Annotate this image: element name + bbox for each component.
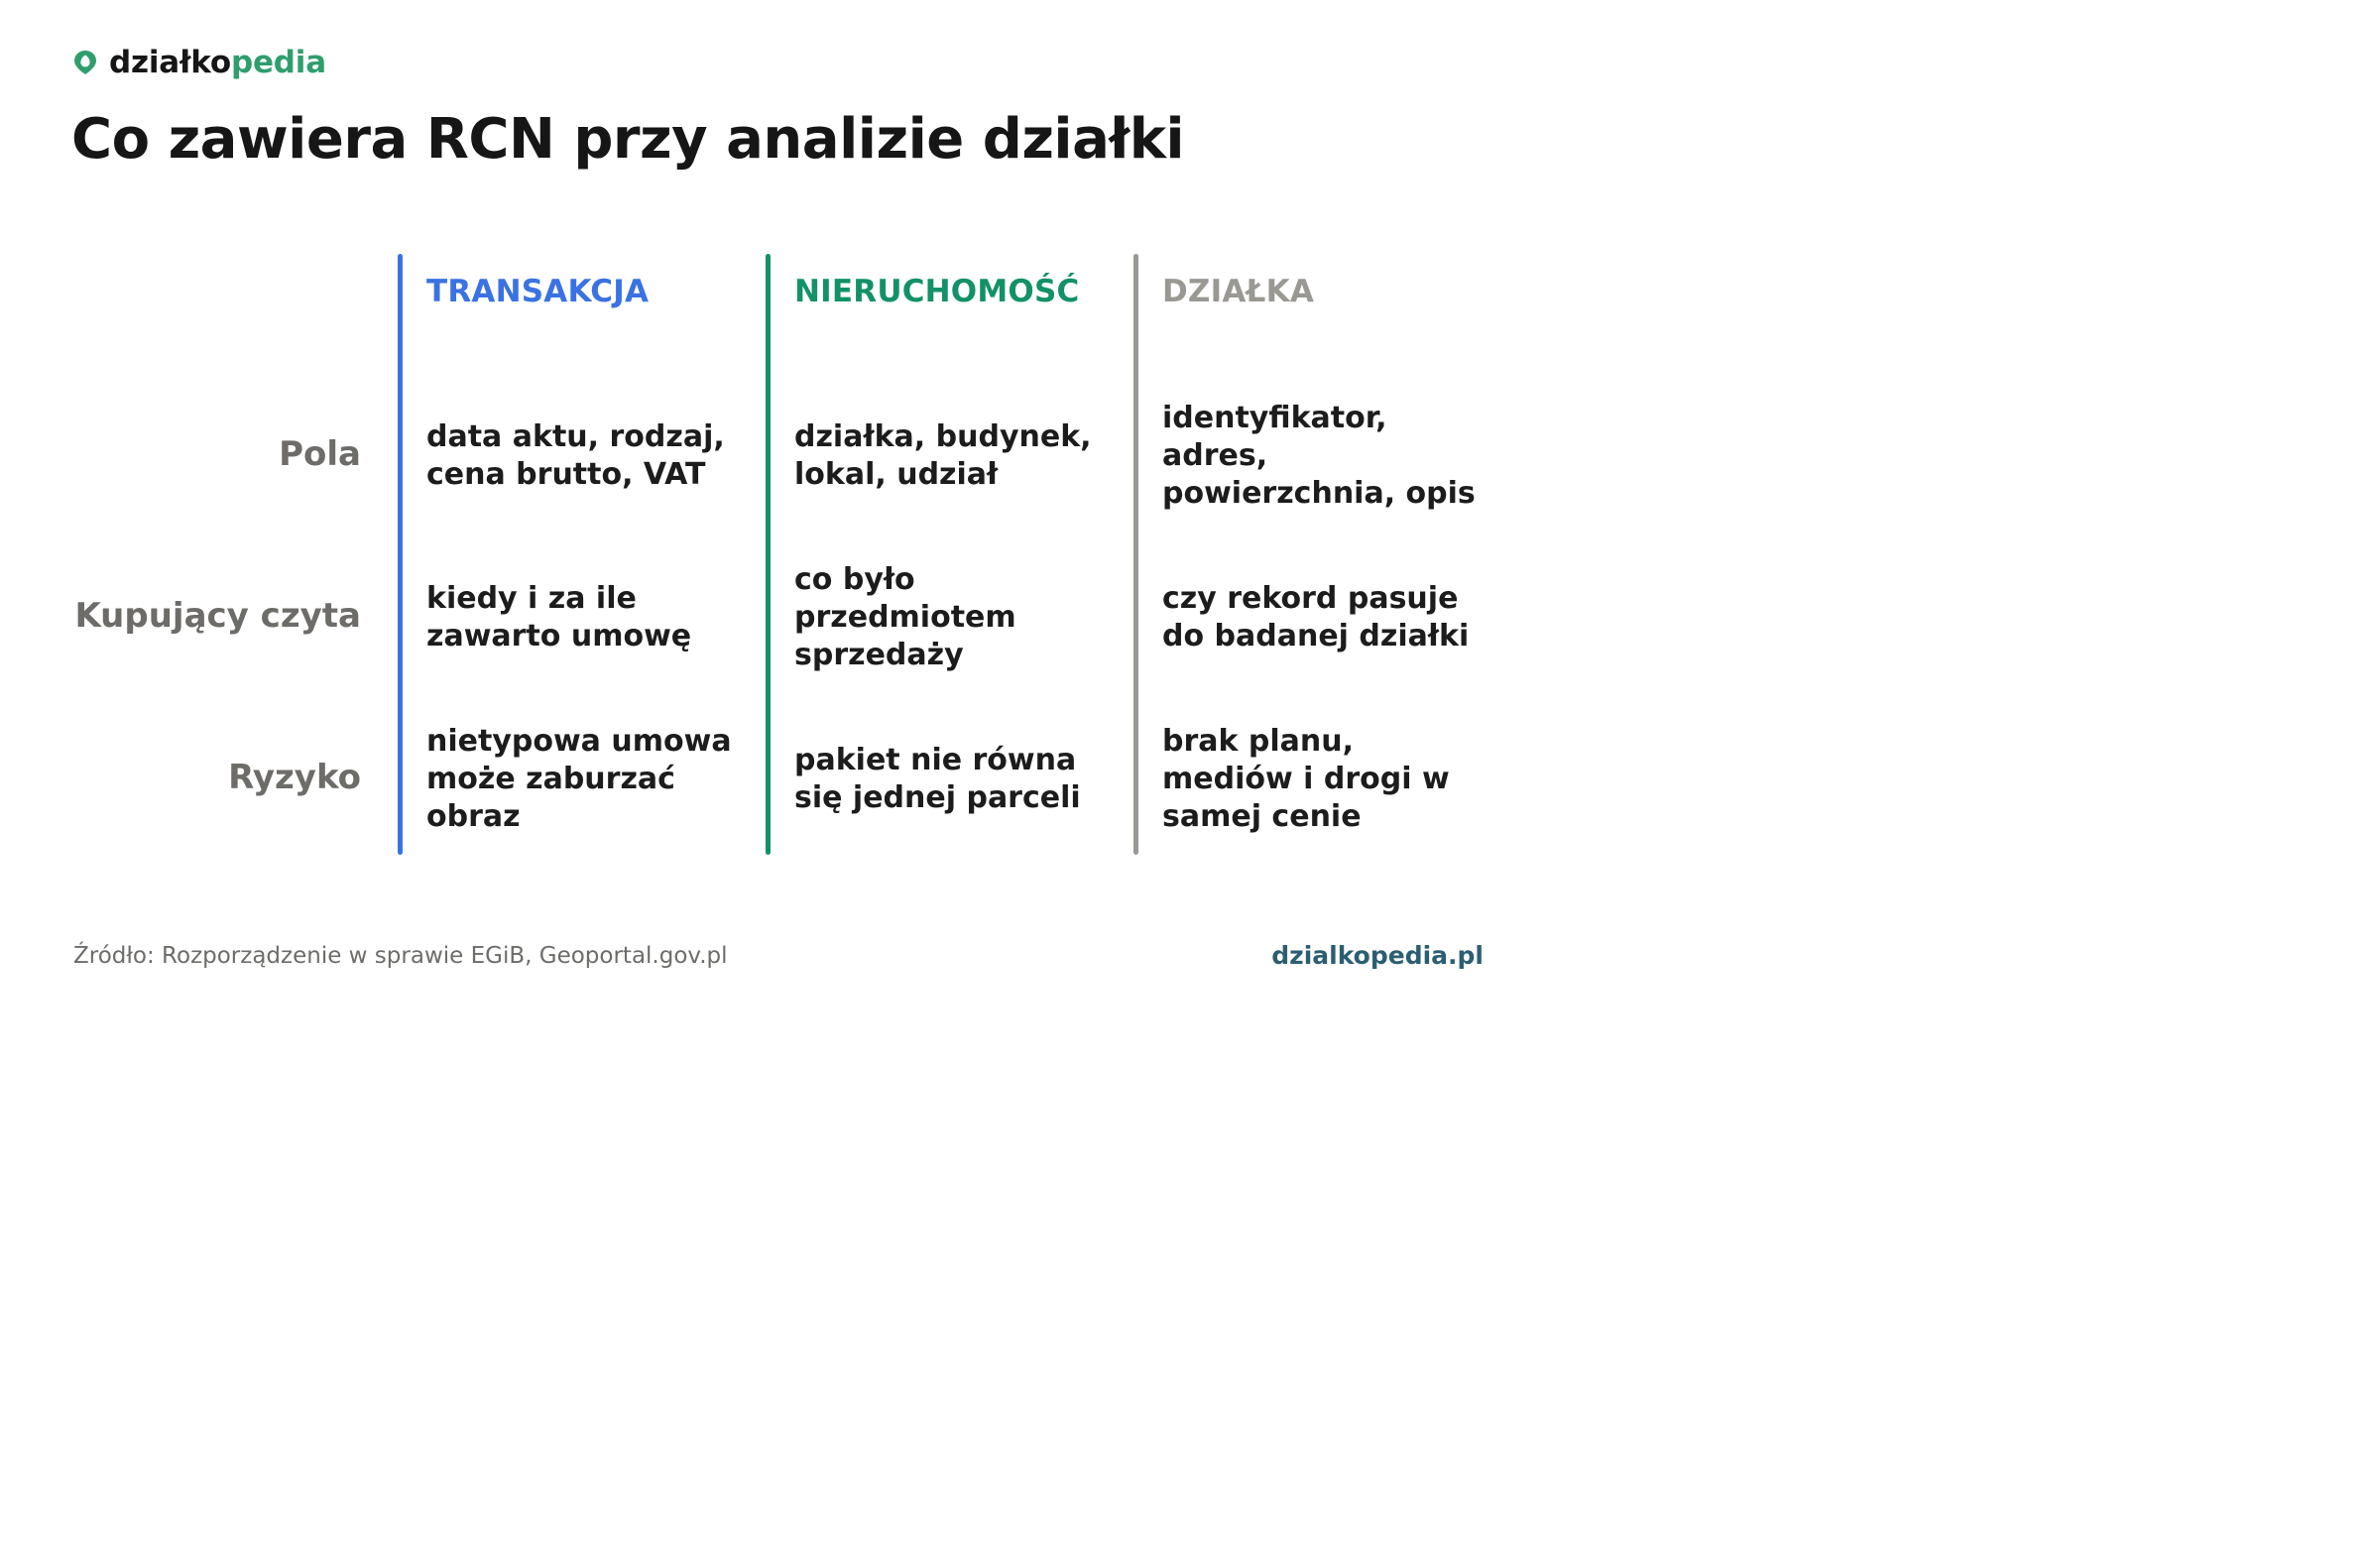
row-label-kupujacy-czyta: Kupujący czyta xyxy=(74,596,361,636)
cell-text-ryzyko-transakcja: nietypowa umowa może zaburzać obraz xyxy=(426,724,732,834)
cell-text-kupujacy-transakcja: kiedy i za ile zawarto umowę xyxy=(426,581,692,653)
column-header-transakcja: TRANSAKCJA xyxy=(426,274,650,309)
cell-text-ryzyko-dzialka: brak planu, mediów i drogi w samej cenie xyxy=(1162,724,1450,834)
column-header-dzialka: DZIAŁKA xyxy=(1162,274,1315,309)
table-cell xyxy=(426,548,764,687)
cell-text-pola-transakcja: data aktu, rodzaj, cena brutto, VAT xyxy=(426,419,725,492)
cell-text-pola-dzialka: identyfikator, adres, powierzchnia, opis xyxy=(1162,401,1476,511)
brand-logo xyxy=(73,40,326,85)
cell-text-kupujacy-dzialka: czy rekord pasuje do badanej działki xyxy=(1162,581,1470,653)
page-title: Co zawiera RCN przy analizie działki xyxy=(71,107,1185,172)
brand-name-dark: działko xyxy=(109,45,231,80)
table-cell xyxy=(426,710,764,849)
column-divider-nieruchomosc xyxy=(766,254,771,855)
column-divider-dzialka xyxy=(1133,254,1138,855)
row-label-ryzyko: Ryzyko xyxy=(228,758,361,797)
table-cell xyxy=(1162,548,1499,687)
site-url: dzialkopedia.pl xyxy=(1271,941,1484,970)
cell-text-pola-nieruchomosc: działka, budynek, lokal, udział xyxy=(794,419,1092,492)
column-divider-transakcja xyxy=(398,254,403,855)
brand-name xyxy=(109,45,326,80)
row-label-pola: Pola xyxy=(279,434,361,474)
cell-text-kupujacy-nieruchomosc: co było przedmiotem sprzedaży xyxy=(794,562,1016,672)
map-pin-icon xyxy=(73,50,97,75)
table-cell xyxy=(794,387,1131,526)
brand-name-green: pedia xyxy=(230,45,326,80)
table-cell xyxy=(1162,387,1499,526)
cell-text-ryzyko-nieruchomosc: pakiet nie równa się jednej parceli xyxy=(794,743,1081,815)
column-header-nieruchomosc: NIERUCHOMOŚĆ xyxy=(794,274,1080,309)
table-cell xyxy=(794,710,1131,849)
table-cell xyxy=(426,387,764,526)
table-cell xyxy=(794,548,1131,687)
source-note: Źródło: Rozporządzenie w sprawie EGiB, Geoportal.gov.pl xyxy=(73,943,728,969)
table-cell xyxy=(1162,710,1499,849)
